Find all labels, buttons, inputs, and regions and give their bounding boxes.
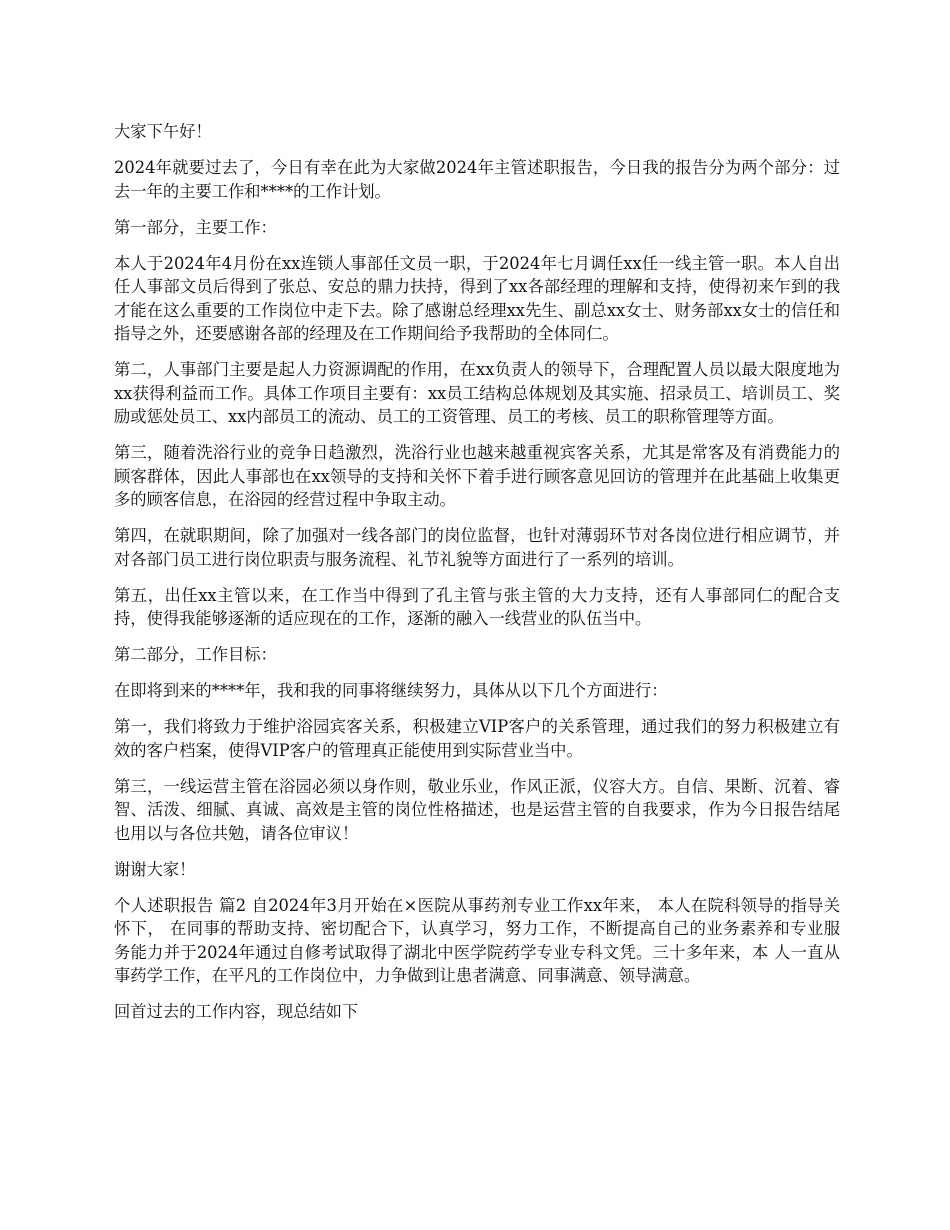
body-paragraph: 第三，随着洗浴行业的竞争日趋激烈，洗浴行业也越来越重视宾客关系，尤其是常客及有消费能力的顾客群体，因此人事部也在xx领导的支持和关怀下着手进行顾客意见回访的管理并在此基础上收集更多的顾客信息，在浴园的经营过程中争取主动。 (114, 443, 840, 509)
section-heading-part-two: 第二部分，工作目标： (114, 645, 277, 664)
report-two-paragraph: 个人述职报告 篇2 自2024年3月开始在×医院从事药剂专业工作xx年来， 本人在院科领导的指导关怀下， 在同事的帮助支持、密切配合下，认真学习，努力工作，不断提高自己的业务素养和专业服 务能力并于2024年通过自修考试取得了湖北中医学院药学专业专科文凭。三十多年来，本 人一直从事药学工作，在平凡的工作岗位中，力争做到让患者满意、同事满意、领导满意。 (114, 895, 840, 985)
body-paragraph: 第四，在就职期间，除了加强对一线各部门的岗位监督，也针对薄弱环节对各岗位进行相应调节，并对各部门员工进行岗位职责与服务流程、礼节礼貌等方面进行了一系列的培训。 (114, 526, 840, 569)
body-paragraph: 第一，我们将致力于维护浴园宾客关系，积极建立VIP客户的关系管理，通过我们的努力积极建立有效的客户档案，使得VIP客户的管理真正能使用到实际营业当中。 (114, 717, 840, 760)
section-heading-part-one: 第一部分，主要工作： (114, 217, 277, 237)
body-paragraph: 在即将到来的****年，我和我的同事将继续努力，具体从以下几个方面进行： (114, 681, 668, 700)
summary-lead-paragraph: 回首过去的工作内容，现总结如下 (114, 1002, 359, 1021)
greeting-paragraph: 大家下午好！ (114, 122, 212, 141)
document-body (114, 120, 840, 1036)
body-paragraph: 第三，一线运营主管在浴园必须以身作则，敬业乐业，作风正派，仪容大方。自信、果断、沉着、睿智、活泼、细腻、真诚、高效是主管的岗位性格描述，也是运营主管的自我要求，作为今日报告结尾也用以与各位共勉，请各位审议！ (114, 776, 840, 843)
body-paragraph: 本人于2024年4月份在xx连锁人事部任文员一职，于2024年七月调任xx任一线主管一职。本人自出任人事部文员后得到了张总、安总的鼎力扶持，得到了xx各部经理的理解和支持，使得初来乍到的我才能在这么重要的工作岗位中走下去。除了感谢总经理xx先生、副总xx女士、财务部xx女士的信任和指导之外，还要感谢各部的经理及在工作期间给予我帮助的全体同仁。 (114, 253, 840, 343)
closing-paragraph: 谢谢大家！ (114, 859, 196, 879)
intro-paragraph: 2024年就要过去了，今日有幸在此为大家做2024年主管述职报告，今日我的报告分为两个部分：过去一年的主要工作和****的工作计划。 (114, 158, 840, 201)
body-paragraph: 第五，出任xx主管以来，在工作当中得到了孔主管与张主管的大力支持，还有人事部同仁的配合支持，使得我能够逐渐的适应现在的工作，逐渐的融入一线营业的队伍当中。 (114, 585, 840, 628)
body-paragraph: 第二，人事部门主要是起人力资源调配的作用，在xx负责人的领导下，合理配置人员以最大限度地为xx获得利益而工作。具体工作项目主要有：xx员工结构总体规划及其实施、招录员工、培训员工、奖励或惩处员工、xx内部员工的流动、员工的工资管理、员工的考核、员工的职称管理等方面。 (114, 360, 840, 426)
